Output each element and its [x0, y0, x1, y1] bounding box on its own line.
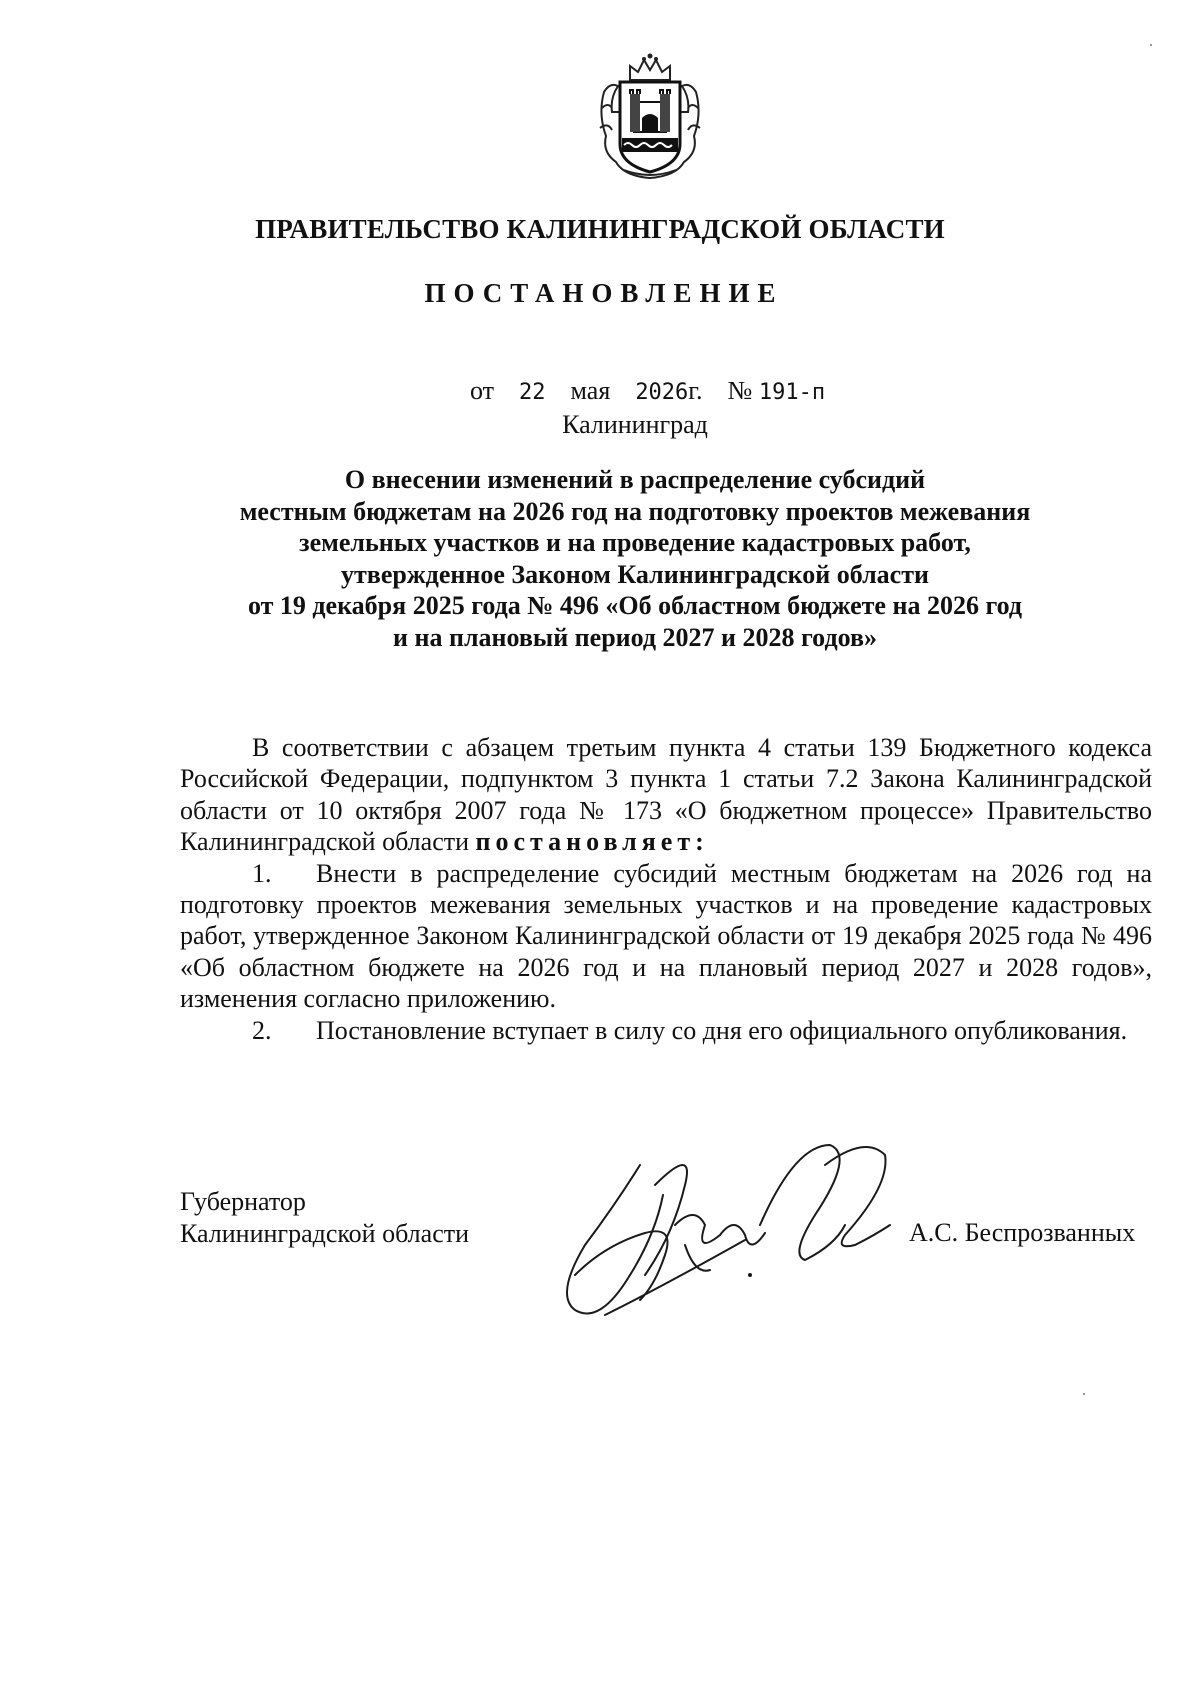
- title-line: утвержденное Законом Калининградской области: [341, 559, 929, 589]
- scan-speck: [1150, 44, 1152, 46]
- clause-paragraph: [180, 1015, 1152, 1046]
- clause-text: Постановление вступает в силу со дня его официального опубликования.: [316, 1015, 1128, 1045]
- clause-number: 1.: [252, 858, 272, 888]
- city-line: Калининград: [562, 410, 708, 439]
- document-body: [180, 732, 1152, 1046]
- clause-number: 2.: [252, 1015, 272, 1045]
- date-and-number-line: [470, 376, 825, 406]
- date-month: мая: [570, 376, 611, 405]
- date-day: 22: [519, 380, 546, 405]
- title-line: земельных участков и на проведение кадастровых работ,: [299, 528, 971, 557]
- date-prefix: от: [470, 376, 495, 405]
- number-sign: №: [727, 376, 753, 405]
- preamble-text: В соответствии с абзацем третьим пункта 4 статьи 139 Бюджетного кодекса Российской Федерации, подпунктом 3 пункта 1 статьи 7.2 Закона Калининградской области от 10 октября 2007 года № 173 «О бюджетном процессе» Правительство Калининградской области: [180, 733, 1152, 857]
- signatory-name: А.С. Беспрозванных: [909, 1218, 1136, 1247]
- title-line: от 19 декабря 2025 года № 496 «Об областном бюджете на 2026 год: [247, 591, 1023, 620]
- document-title: [170, 464, 1100, 653]
- date-year-suffix: г.: [688, 376, 703, 405]
- document-number: 191-п: [758, 380, 826, 405]
- document-type-heading: ПОСТАНОВЛЕНИЕ: [424, 278, 784, 308]
- coat-of-arms-emblem: [594, 52, 706, 180]
- scan-speck: [1083, 1393, 1085, 1395]
- title-line: и на плановый период 2027 и 2028 годов»: [393, 622, 877, 652]
- handwritten-signature: [545, 1125, 935, 1335]
- decree-word: постановляет:: [475, 827, 709, 857]
- clause-text: Внести в распределение субсидий местным бюджетам на 2026 год на подготовку проектов межевания земельных участков и на проведение кадастровых работ, утвержденное Законом Калининградской области от 19 декабря 2025 года № 496 «Об областном бюджете на 2026 год и на плановый период 2027 и 2028 годов», изменения согласно приложению.: [180, 858, 1152, 1014]
- title-line: О внесении изменений в распределение субсидий: [344, 465, 926, 494]
- preamble-paragraph: [180, 732, 1152, 858]
- title-line: местным бюджетам на 2026 год на подготовку проектов межевания: [239, 496, 1031, 526]
- position-line: Калининградской области: [180, 1219, 470, 1248]
- clause-paragraph: [180, 858, 1152, 1015]
- signatory-position: [180, 1186, 469, 1250]
- date-year: 2026: [635, 380, 689, 405]
- organization-heading: ПРАВИТЕЛЬСТВО КАЛИНИНГРАДСКОЙ ОБЛАСТИ: [255, 214, 945, 244]
- position-line: Губернатор: [180, 1187, 306, 1216]
